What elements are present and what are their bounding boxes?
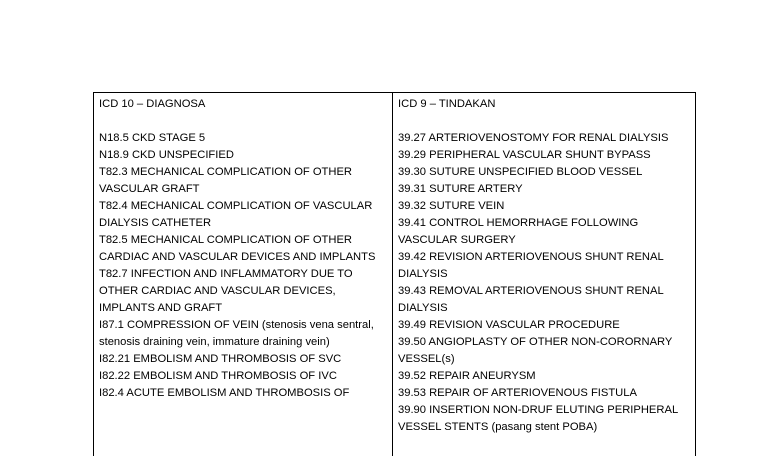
diagnosis-item: T82.3 MECHANICAL COMPLICATION OF OTHER VASCULAR GRAFT	[99, 164, 387, 198]
diagnosis-item: T82.7 INFECTION AND INFLAMMATORY DUE TO OTHER CARDIAC AND VASCULAR DEVICES, IMPLANTS AND GRAFT	[99, 266, 387, 317]
procedure-item: 39.29 PERIPHERAL VASCULAR SHUNT BYPASS	[398, 147, 690, 164]
procedure-item: 39.30 SUTURE UNSPECIFIED BLOOD VESSEL	[398, 164, 690, 181]
procedure-item: 39.42 REVISION ARTERIOVENOUS SHUNT RENAL DIALYSIS	[398, 249, 690, 283]
diagnosis-header: ICD 10 – DIAGNOSA	[99, 96, 387, 113]
table-row	[94, 93, 696, 456]
procedure-header: ICD 9 – TINDAKAN	[398, 96, 690, 113]
diagnosis-item: I82.22 EMBOLISM AND THROMBOSIS OF IVC	[99, 368, 387, 385]
diagnosis-item: I87.1 COMPRESSION OF VEIN (stenosis vena sentral, stenosis draining vein, immature draining vein)	[99, 317, 387, 351]
procedure-item: 39.50 ANGIOPLASTY OF OTHER NON-CORORNARY VESSEL(s)	[398, 334, 690, 368]
diagnosis-item: N18.9 CKD UNSPECIFIED	[99, 147, 387, 164]
spacer	[398, 113, 690, 130]
procedure-item: 39.32 SUTURE VEIN	[398, 198, 690, 215]
procedure-item: 39.41 CONTROL HEMORRHAGE FOLLOWING VASCULAR SURGERY	[398, 215, 690, 249]
diagnosis-item: I82.4 ACUTE EMBOLISM AND THROMBOSIS OF	[99, 385, 387, 402]
procedure-column	[393, 93, 696, 456]
procedure-item: 39.52 REPAIR ANEURYSM	[398, 368, 690, 385]
procedure-item: 39.90 INSERTION NON-DRUF ELUTING PERIPHERAL VESSEL STENTS (pasang stent POBA)	[398, 402, 690, 436]
spacer	[99, 113, 387, 130]
icd-table	[93, 92, 696, 456]
diagnosis-item: I82.21 EMBOLISM AND THROMBOSIS OF SVC	[99, 351, 387, 368]
procedure-item: 39.53 REPAIR OF ARTERIOVENOUS FISTULA	[398, 385, 690, 402]
procedure-item: 39.49 REVISION VASCULAR PROCEDURE	[398, 317, 690, 334]
procedure-item: 39.31 SUTURE ARTERY	[398, 181, 690, 198]
diagnosis-item: T82.5 MECHANICAL COMPLICATION OF OTHER CARDIAC AND VASCULAR DEVICES AND IMPLANTS	[99, 232, 387, 266]
procedure-item: 39.43 REMOVAL ARTERIOVENOUS SHUNT RENAL DIALYSIS	[398, 283, 690, 317]
diagnosis-item: T82.4 MECHANICAL COMPLICATION OF VASCULAR DIALYSIS CATHETER	[99, 198, 387, 232]
diagnosis-column	[94, 93, 393, 456]
procedure-item: 39.27 ARTERIOVENOSTOMY FOR RENAL DIALYSIS	[398, 130, 690, 147]
diagnosis-item: N18.5 CKD STAGE 5	[99, 130, 387, 147]
